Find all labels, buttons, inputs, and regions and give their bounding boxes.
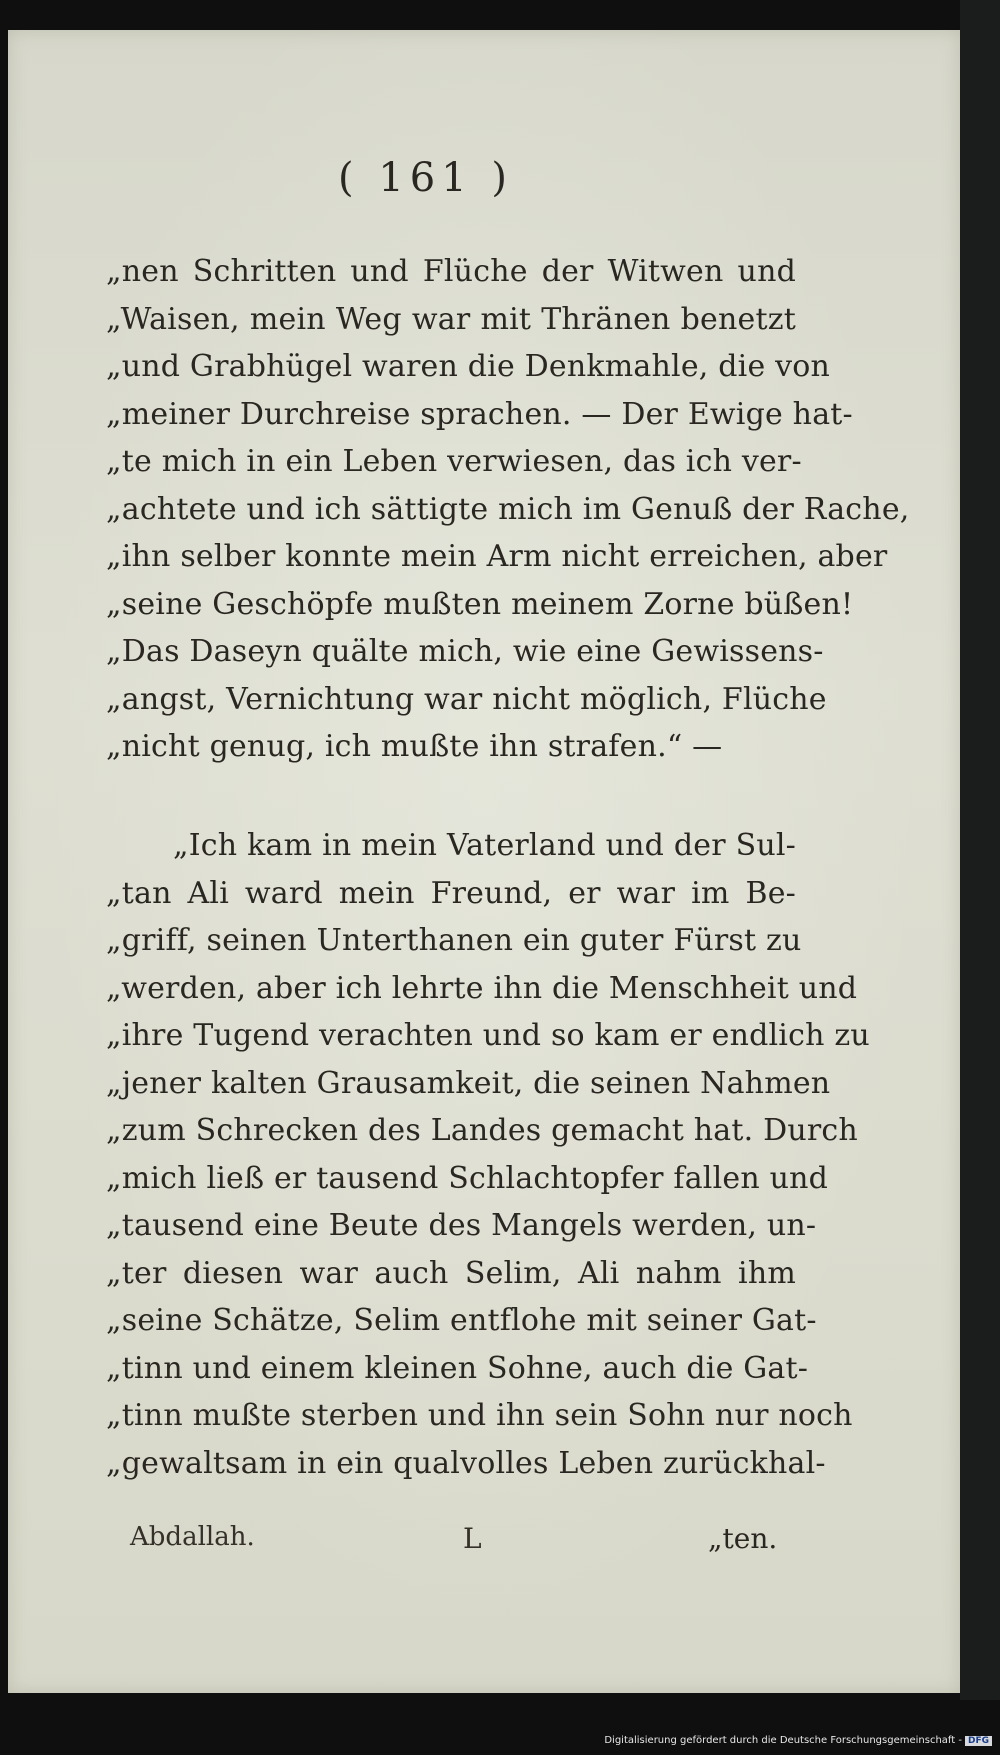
text-line: „nen Schritten und Flüche der Witwen und [106, 254, 796, 289]
text-line: „griff, seinen Unterthanen ein guter Fürst zu [106, 923, 802, 958]
text-line: „Ich kam in mein Vaterland und der Sul- [173, 828, 796, 863]
text-line: „te mich in ein Leben verwiesen, das ich ver- [106, 444, 802, 479]
digitization-credit [604, 1735, 992, 1746]
text-line: „tinn mußte sterben und ihn sein Sohn nur noch [106, 1398, 853, 1433]
page-number: ( 161 ) [338, 155, 513, 201]
dfg-logo: DFG [965, 1736, 992, 1746]
text-line: „tinn und einem kleinen Sohne, auch die Gat- [106, 1351, 809, 1386]
text-line: „jener kalten Grausamkeit, die seinen Nahmen [106, 1066, 831, 1101]
scanner-frame-edge [960, 0, 1000, 1700]
text-line: „angst, Vernichtung war nicht möglich, Flüche [106, 682, 827, 717]
catchword: „ten. [708, 1522, 778, 1555]
text-line: „ihre Tugend verachten und so kam er endlich zu [106, 1018, 870, 1053]
text-line: „meiner Durchreise sprachen. — Der Ewige hat- [106, 397, 853, 432]
text-line: „zum Schrecken des Landes gemacht hat. Durch [106, 1113, 858, 1148]
sheet-mark: L [463, 1522, 482, 1555]
text-line: „seine Geschöpfe mußten meinem Zorne büßen! [106, 587, 854, 622]
signature-mark: Abdallah. [130, 1522, 255, 1552]
text-line: „Das Daseyn quälte mich, wie eine Gewissens- [106, 634, 824, 669]
text-line: „ihn selber konnte mein Arm nicht erreichen, aber [106, 539, 888, 574]
text-line: „tan Ali ward mein Freund, er war im Be- [106, 876, 796, 911]
text-line: „mich ließ er tausend Schlachtopfer fallen und [106, 1161, 829, 1196]
text-line: „tausend eine Beute des Mangels werden, un- [106, 1208, 817, 1243]
text-line: „werden, aber ich lehrte ihn die Menschheit und [106, 971, 858, 1006]
text-line: „gewaltsam in ein qualvolles Leben zurückhal- [106, 1446, 826, 1481]
text-line: „nicht genug, ich mußte ihn strafen.“ — [106, 729, 723, 764]
text-line: „seine Schätze, Selim entflohe mit seiner Gat- [106, 1303, 817, 1338]
text-line: „achtete und ich sättigte mich im Genuß der Rache, [106, 492, 910, 527]
book-page [8, 30, 960, 1693]
credit-text: Digitalisierung gefördert durch die Deutsche Forschungsgemeinschaft - [604, 1735, 962, 1746]
text-line: „Waisen, mein Weg war mit Thränen benetzt [106, 302, 796, 337]
text-line: „ter diesen war auch Selim, Ali nahm ihm [106, 1256, 796, 1291]
text-line: „und Grabhügel waren die Denkmahle, die von [106, 349, 831, 384]
